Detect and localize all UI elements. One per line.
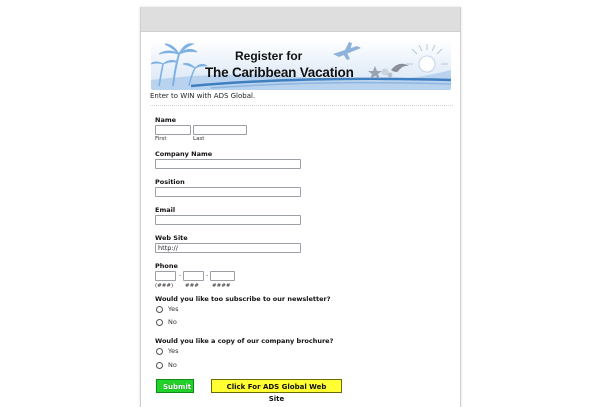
sun-icon bbox=[406, 44, 448, 72]
ads-global-site-button[interactable]: Click For ADS Global Web Site bbox=[211, 379, 342, 393]
newsletter-question: Would you like too subscribe to our newsletter? bbox=[155, 295, 331, 303]
banner-title-line-1: Register for bbox=[235, 49, 303, 63]
name-label: Name bbox=[155, 116, 177, 124]
phone-separator-2: - bbox=[206, 272, 209, 279]
company-label: Company Name bbox=[155, 150, 213, 158]
first-name-sublabel: First bbox=[155, 136, 167, 142]
form-container bbox=[140, 7, 461, 407]
brochure-no-radio[interactable] bbox=[156, 362, 163, 369]
phone-line-input[interactable] bbox=[210, 271, 235, 281]
form-header-bar bbox=[141, 7, 460, 32]
airplane-icon bbox=[333, 42, 361, 60]
newsletter-yes-radio[interactable] bbox=[156, 306, 163, 313]
first-name-input[interactable] bbox=[155, 125, 191, 135]
submit-button[interactable]: Submit bbox=[156, 379, 194, 393]
newsletter-no-label: No bbox=[168, 318, 177, 326]
phone-area-input[interactable] bbox=[155, 271, 176, 281]
phone-area-hint: (###) bbox=[155, 283, 174, 289]
brochure-yes-label: Yes bbox=[168, 347, 179, 355]
newsletter-no-radio[interactable] bbox=[156, 319, 163, 326]
phone-line-hint: #### bbox=[212, 283, 231, 289]
phone-prefix-hint: ### bbox=[185, 283, 199, 289]
position-label: Position bbox=[155, 178, 185, 186]
newsletter-yes-label: Yes bbox=[168, 305, 179, 313]
last-name-input[interactable] bbox=[193, 125, 247, 135]
position-input[interactable] bbox=[155, 187, 301, 197]
starfish-icon bbox=[368, 66, 393, 79]
intro-text: Enter to WIN with ADS Global. bbox=[150, 92, 256, 100]
phone-separator-1: - bbox=[179, 272, 182, 279]
brochure-question: Would you like a copy of our company brochure? bbox=[155, 337, 334, 345]
email-label: Email bbox=[155, 206, 176, 214]
brochure-yes-radio[interactable] bbox=[156, 348, 163, 355]
dolphin-icon bbox=[391, 64, 409, 72]
banner-title-line-2: The Caribbean Vacation bbox=[205, 65, 354, 80]
last-name-sublabel: Last bbox=[193, 136, 205, 142]
banner-image bbox=[151, 40, 451, 90]
email-input[interactable] bbox=[155, 215, 301, 225]
phone-label: Phone bbox=[155, 262, 178, 270]
company-input[interactable] bbox=[155, 159, 301, 169]
header-divider bbox=[150, 105, 453, 106]
brochure-no-label: No bbox=[168, 361, 177, 369]
website-input[interactable] bbox=[155, 243, 301, 253]
website-label: Web Site bbox=[155, 234, 188, 242]
phone-prefix-input[interactable] bbox=[183, 271, 204, 281]
